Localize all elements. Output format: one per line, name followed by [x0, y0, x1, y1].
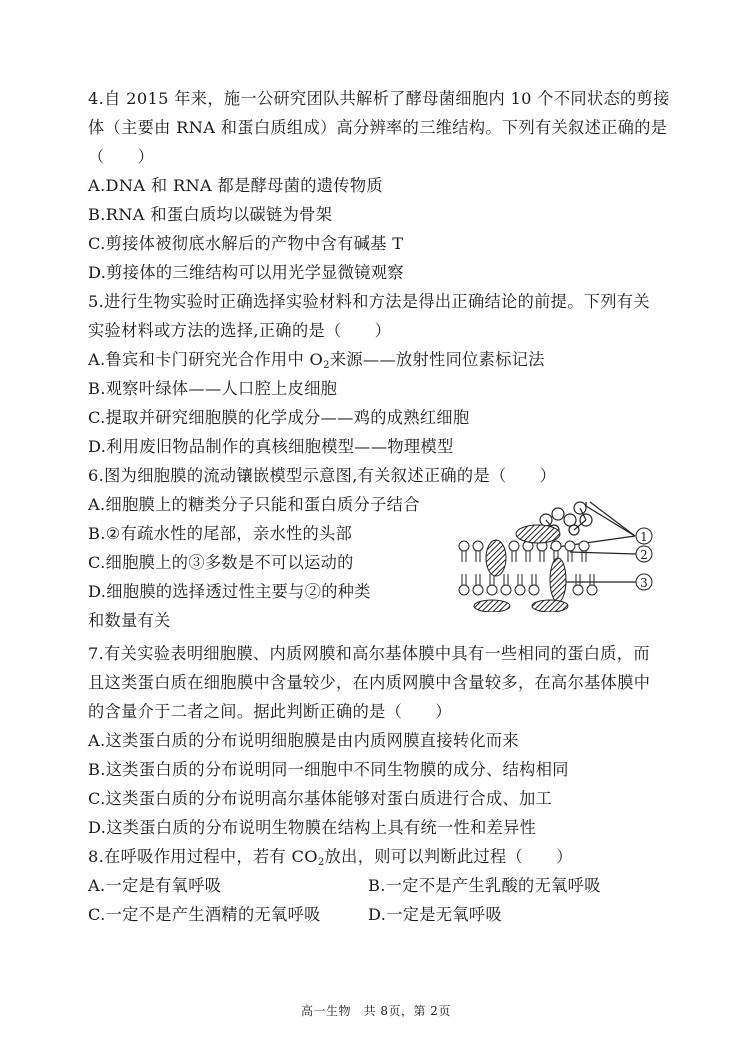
q4-option-b: B.RNA 和蛋白质均以碳链为骨架 [88, 205, 333, 224]
q4-stem-line-1: 4.自 2015 年来，施一公研究团队共解析了酵母菌细胞内 10 个不同状态的剪接 [88, 89, 670, 108]
figure-label-3: 3 [640, 576, 648, 590]
q5-option-a-post: 来源——放射性同位素标记法 [329, 350, 545, 369]
q6-option-d-cont: 和数量有关 [88, 611, 171, 630]
q7-option-c: C.这类蛋白质的分布说明高尔基体能够对蛋白质进行合成、加工 [88, 789, 553, 808]
q7-option-b: B.这类蛋白质的分布说明同一细胞中不同生物膜的成分、结构相同 [88, 760, 569, 779]
q8-option-a: A.一定是有氧呼吸 [88, 876, 222, 895]
q7-stem-line-2: 且这类蛋白质在细胞膜中含量较少，在内质网膜中含量较多，在高尔基体膜中 [88, 673, 651, 692]
q8-option-d: D.一定是无氧呼吸 [368, 905, 503, 924]
q5-option-a-pre: A.鲁宾和卡门研究光合作用中 O [88, 350, 324, 369]
q8-option-b: B.一定不是产生乳酸的无氧呼吸 [368, 876, 601, 895]
q5-option-c: C.提取并研究细胞膜的化学成分——鸡的成熟红细胞 [88, 408, 470, 427]
q7-option-a: A.这类蛋白质的分布说明细胞膜是由内质网膜直接转化而来 [88, 731, 519, 750]
q8-options-row-2 [88, 902, 503, 928]
q6-option-a: A.细胞膜上的糖类分子只能和蛋白质分子结合 [88, 495, 420, 514]
cell-membrane-diagram [450, 490, 690, 612]
figure-label-2: 2 [640, 548, 648, 562]
q8-stem [88, 844, 573, 870]
q6-option-b: B.②有疏水性的尾部，亲水性的头部 [88, 524, 353, 543]
q8-stem-pre: 8.在呼吸作用过程中，若有 CO [88, 847, 318, 866]
q6-option-d: D.细胞膜的选择透过性主要与②的种类 [88, 582, 371, 601]
q5-option-b: B.观察叶绿体——人口腔上皮细胞 [88, 379, 338, 398]
q4-stem-line-3: （ ） [88, 147, 155, 166]
q8-option-c: C.一定不是产生酒精的无氧呼吸 [88, 905, 321, 924]
q7-option-d: D.这类蛋白质的分布说明生物膜在结构上具有统一性和差异性 [88, 818, 537, 837]
q6-stem: 6.图为细胞膜的流动镶嵌模型示意图,有关叙述正确的是（ ） [88, 466, 557, 485]
q4-option-c: C.剪接体被彻底水解后的产物中含有碱基 T [88, 234, 404, 253]
figure-label-1: 1 [640, 530, 648, 544]
q6-option-c: C.细胞膜上的③多数是不可以运动的 [88, 553, 354, 572]
q5-stem-line-1: 5.进行生物实验时正确选择实验材料和方法是得出正确结论的前提。下列有关 [88, 292, 650, 311]
q7-stem-line-1: 7.有关实验表明细胞膜、内质网膜和高尔基体膜中具有一些相同的蛋白质，而 [88, 644, 650, 663]
q8-stem-post: 放出，则可以判断此过程（ ） [324, 847, 573, 866]
q5-option-d: D.利用废旧物品制作的真核细胞模型——物理模型 [88, 437, 454, 456]
q8-options-row-1 [88, 873, 601, 899]
q4-option-d: D.剪接体的三维结构可以用光学显微镜观察 [88, 263, 404, 282]
q7-stem-line-3: 的含量介于二者之间。据此判断正确的是（ ） [88, 702, 452, 721]
q5-stem-line-2: 实验材料或方法的选择,正确的是（ ） [88, 321, 392, 340]
q5-option-a-sub: 2 [323, 360, 330, 371]
q5-option-a [88, 347, 545, 373]
q4-option-a: A.DNA 和 RNA 都是酵母菌的遗传物质 [88, 176, 383, 195]
page-footer: 高一生物 共 8页，第 2页 [301, 1004, 451, 1018]
q8-stem-sub: 2 [317, 857, 325, 868]
q4-stem-line-2: 体（主要由 RNA 和蛋白质组成）高分辨率的三维结构。下列有关叙述正确的是 [88, 118, 668, 137]
